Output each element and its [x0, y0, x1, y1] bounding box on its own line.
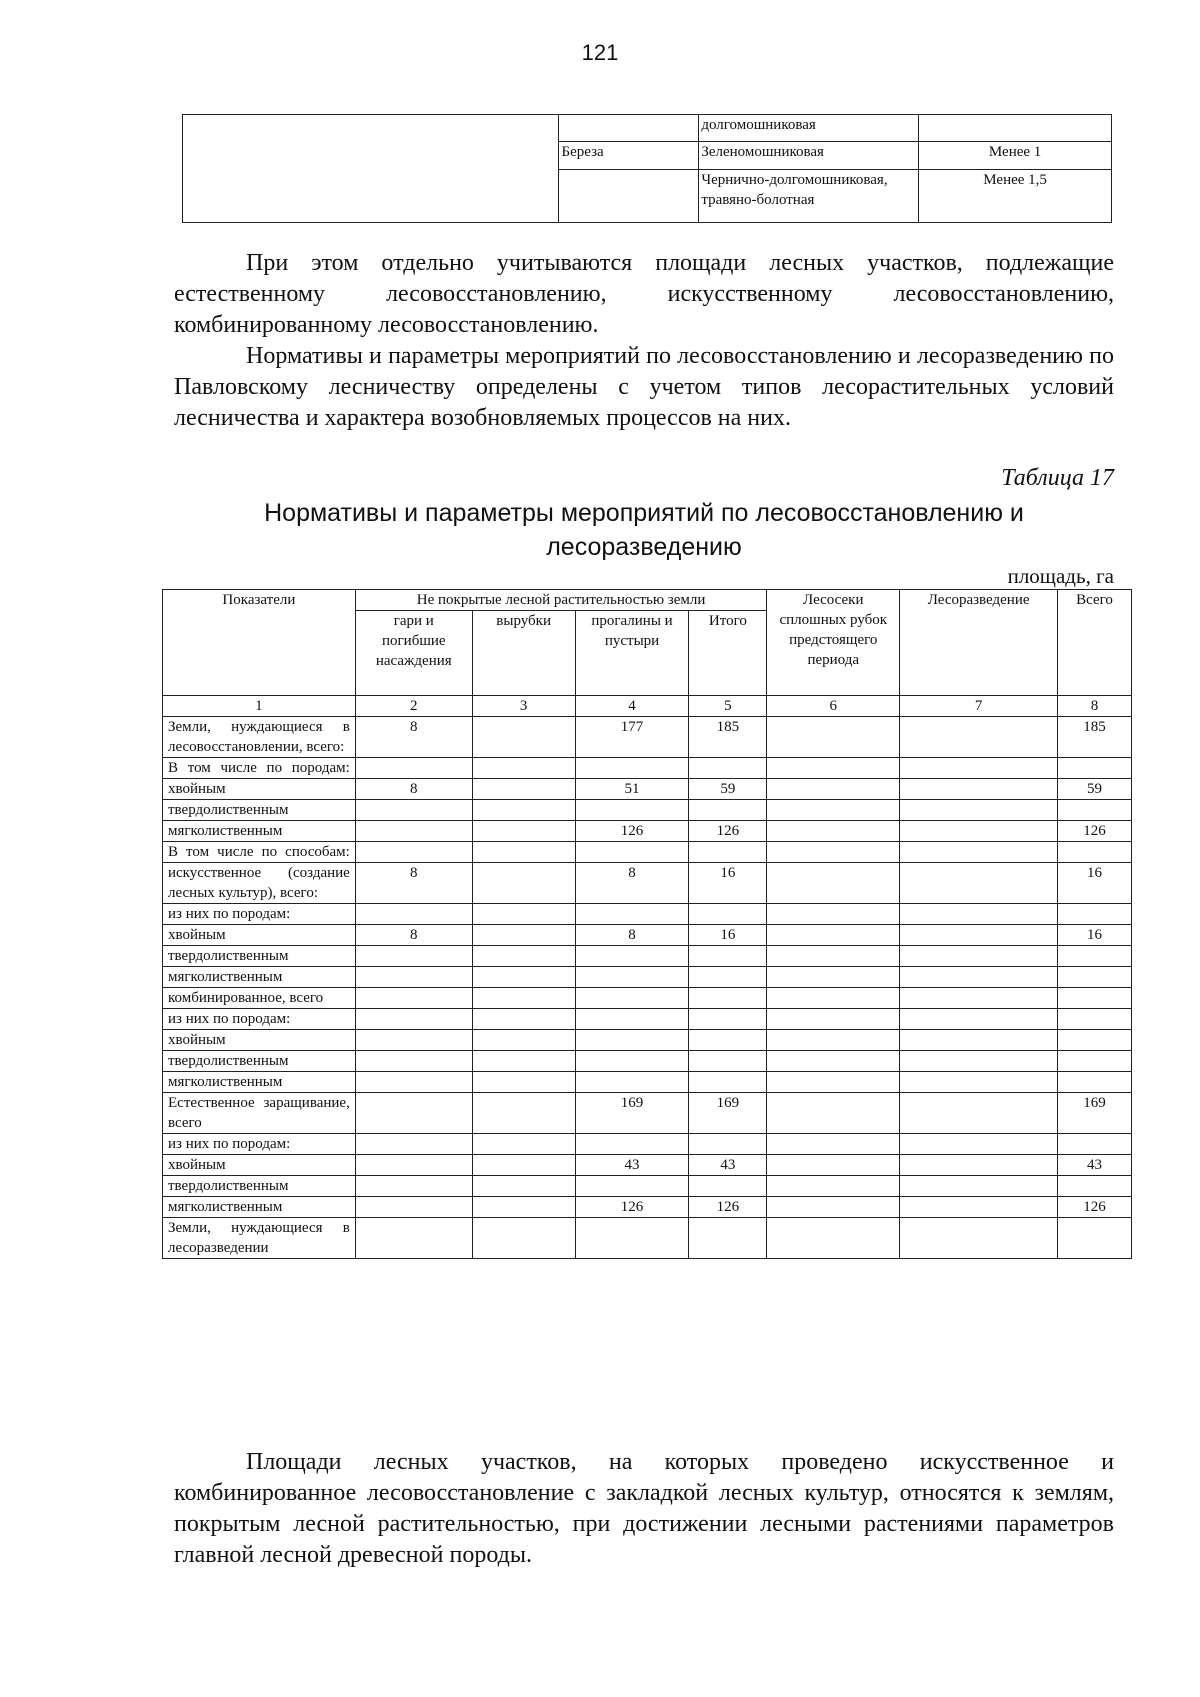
- header-cuttings: вырубки: [472, 611, 575, 696]
- table-cell: [689, 946, 767, 967]
- table-cell: [900, 821, 1058, 842]
- header-total: Всего: [1058, 590, 1132, 696]
- table-label: Таблица 17: [1001, 465, 1114, 491]
- table-row: [163, 904, 1132, 925]
- table-cell: [919, 115, 1112, 142]
- table-cell: [559, 115, 699, 142]
- table-cell: [575, 946, 689, 967]
- table-cell: [1058, 946, 1132, 967]
- header-burns: гари и погибшие насаждения: [355, 611, 472, 696]
- table-cell: [355, 842, 472, 863]
- table-header-row: [163, 590, 1132, 611]
- table-cell: [767, 1176, 900, 1197]
- row-label: твердолиственным: [163, 1051, 356, 1072]
- table-cell: [767, 717, 900, 758]
- page-number: 121: [581, 40, 619, 65]
- table-cell: [1058, 1176, 1132, 1197]
- table-cell: [767, 863, 900, 904]
- table-cell: [900, 800, 1058, 821]
- column-number: 2: [355, 696, 472, 717]
- table-cell: [472, 1009, 575, 1030]
- table-cell: [355, 1176, 472, 1197]
- table-row: [163, 1009, 1132, 1030]
- table-cell: [767, 800, 900, 821]
- table-cell: [575, 904, 689, 925]
- table-row: [163, 988, 1132, 1009]
- table-cell: [900, 1030, 1058, 1051]
- table-cell: [767, 946, 900, 967]
- table-cell: [767, 1093, 900, 1134]
- table-cell: 169: [689, 1093, 767, 1134]
- table-cell: [900, 904, 1058, 925]
- table-cell: 8: [355, 925, 472, 946]
- row-label: комбинированное, всего: [163, 988, 356, 1009]
- table-cell: [1058, 842, 1132, 863]
- table-cell: [1058, 967, 1132, 988]
- table-cell: [689, 967, 767, 988]
- table-cell: [355, 1134, 472, 1155]
- table-cell: [900, 1218, 1058, 1259]
- header-subtotal: Итого: [689, 611, 767, 696]
- row-label: твердолиственным: [163, 946, 356, 967]
- table-cell: [472, 904, 575, 925]
- table-cell: [472, 779, 575, 800]
- table-cell: [1058, 1218, 1132, 1259]
- table-cell: [472, 821, 575, 842]
- table-cell: 126: [575, 1197, 689, 1218]
- table-cell: [767, 925, 900, 946]
- table-cell: 8: [355, 863, 472, 904]
- table-cell: 59: [1058, 779, 1132, 800]
- paragraph-3: [174, 1447, 1114, 1571]
- table-cell: [689, 842, 767, 863]
- table-cell: [767, 904, 900, 925]
- table-cell: [472, 1030, 575, 1051]
- table-cell: 8: [355, 779, 472, 800]
- table-cell: [472, 1176, 575, 1197]
- table-cell: [767, 1218, 900, 1259]
- row-label: мягколиственным: [163, 1072, 356, 1093]
- table-cell: [472, 1197, 575, 1218]
- table-row: [163, 717, 1132, 758]
- table-cell: 59: [689, 779, 767, 800]
- row-label: мягколиственным: [163, 967, 356, 988]
- table-cell: 8: [575, 925, 689, 946]
- table-cell: 8: [575, 863, 689, 904]
- table-cell: 16: [1058, 863, 1132, 904]
- table-cell: 126: [575, 821, 689, 842]
- table-cell: 43: [575, 1155, 689, 1176]
- table-cell: [355, 1197, 472, 1218]
- table-cell: [767, 779, 900, 800]
- table-cell: [900, 925, 1058, 946]
- table-cell: [355, 758, 472, 779]
- table-row: [163, 1218, 1132, 1259]
- table-cell: [1058, 1134, 1132, 1155]
- table-cell: [575, 1072, 689, 1093]
- column-number: 8: [1058, 696, 1132, 717]
- table-cell: [689, 904, 767, 925]
- table-cell: [355, 1093, 472, 1134]
- table-row: [163, 863, 1132, 904]
- table-cell: [355, 1218, 472, 1259]
- table-row: [163, 1155, 1132, 1176]
- header-afforestation: Лесоразведение: [900, 590, 1058, 696]
- table-cell: [472, 758, 575, 779]
- table-cell: [355, 1051, 472, 1072]
- table-cell: 43: [1058, 1155, 1132, 1176]
- row-label: хвойным: [163, 779, 356, 800]
- table-cell: [355, 946, 472, 967]
- table-cell: 169: [1058, 1093, 1132, 1134]
- table-cell: [767, 967, 900, 988]
- table-cell: [900, 863, 1058, 904]
- table-cell: Менее 1: [919, 142, 1112, 169]
- table-row: [163, 779, 1132, 800]
- column-number: 7: [900, 696, 1058, 717]
- table-cell: 126: [689, 821, 767, 842]
- table-cell: [900, 1093, 1058, 1134]
- table-cell: [689, 1176, 767, 1197]
- table-cell: [472, 1134, 575, 1155]
- table-cell: 8: [355, 717, 472, 758]
- table-cell: [900, 1197, 1058, 1218]
- table-cell: [767, 1009, 900, 1030]
- table-cell: [472, 1093, 575, 1134]
- table-cell: [575, 988, 689, 1009]
- table-cell: [900, 988, 1058, 1009]
- column-number: 4: [575, 696, 689, 717]
- header-not-covered: Не покрытые лесной растительностью земли: [355, 590, 767, 611]
- table-cell: [767, 1134, 900, 1155]
- row-label: хвойным: [163, 1030, 356, 1051]
- table-cell: долгомошниковая: [699, 115, 919, 142]
- table-cell: [900, 1051, 1058, 1072]
- table-cell: [689, 1051, 767, 1072]
- table-row: [163, 925, 1132, 946]
- table-cell: 185: [1058, 717, 1132, 758]
- table-cell: Чернично-долгомошниковая, травяно-болотная: [699, 169, 919, 222]
- table-cell: [472, 800, 575, 821]
- table-cell: [767, 1072, 900, 1093]
- table-cell: [355, 1155, 472, 1176]
- table-cell: [472, 1072, 575, 1093]
- standards-table: [162, 589, 1132, 1259]
- table-row: [163, 1093, 1132, 1134]
- table-cell: [575, 1051, 689, 1072]
- table-cell: [767, 1030, 900, 1051]
- table-cell: [689, 758, 767, 779]
- table-cell: [559, 169, 699, 222]
- table-cell: [1058, 1009, 1132, 1030]
- table-cell: [689, 1072, 767, 1093]
- row-label: мягколиственным: [163, 1197, 356, 1218]
- table-row: [163, 946, 1132, 967]
- table-cell: [900, 1009, 1058, 1030]
- table-row: [163, 842, 1132, 863]
- table-cell: [472, 1155, 575, 1176]
- table-cell: Береза: [559, 142, 699, 169]
- table-cell: [767, 1051, 900, 1072]
- column-number-row: [163, 696, 1132, 717]
- table-row: [163, 967, 1132, 988]
- table-cell: Зеленомошниковая: [699, 142, 919, 169]
- table-cell: [900, 946, 1058, 967]
- paragraph-text: При этом отдельно учитываются площади лесных участков, подлежащие естественному лесовосстановлению, искусственному лесовосстановлению, комбинированному лесовосстановлению.: [174, 250, 1114, 338]
- table-cell: [767, 821, 900, 842]
- table-row: [163, 821, 1132, 842]
- table-cell: 51: [575, 779, 689, 800]
- header-glades: прогалины и пустыри: [575, 611, 689, 696]
- table-cell: [900, 967, 1058, 988]
- table-title: Нормативы и параметры мероприятий по лесовосстановлению и лесоразведению: [264, 499, 1024, 561]
- header-indicators: Показатели: [163, 590, 356, 696]
- row-label: твердолиственным: [163, 1176, 356, 1197]
- table-cell: [355, 800, 472, 821]
- table-cell: [355, 1030, 472, 1051]
- table-cell: 177: [575, 717, 689, 758]
- table-cell: [689, 1218, 767, 1259]
- row-label: твердолиственным: [163, 800, 356, 821]
- table-cell: [767, 758, 900, 779]
- row-label: Земли, нуждающиеся в лесовосстановлении, всего:: [163, 717, 356, 758]
- table-cell: [472, 863, 575, 904]
- table-cell: [472, 1218, 575, 1259]
- table-cell: [355, 1072, 472, 1093]
- table-cell: [900, 842, 1058, 863]
- table-cell: [1058, 904, 1132, 925]
- row-label: Естественное заращивание, всего: [163, 1093, 356, 1134]
- table-cell: 185: [689, 717, 767, 758]
- row-label: из них по породам:: [163, 1009, 356, 1030]
- table-cell: [767, 988, 900, 1009]
- paragraph-1: [174, 248, 1114, 341]
- table-cell: [355, 1009, 472, 1030]
- table-cell: 126: [1058, 821, 1132, 842]
- table-cell: [900, 779, 1058, 800]
- table-cell: [575, 842, 689, 863]
- header-felling-areas: Лесосеки сплошных рубок предстоящего периода: [767, 590, 900, 696]
- row-label: хвойным: [163, 925, 356, 946]
- table-cell: [575, 1176, 689, 1197]
- table-cell: [1058, 1051, 1132, 1072]
- table-cell: 16: [689, 863, 767, 904]
- row-label: В том числе по породам:: [163, 758, 356, 779]
- table-cell: [900, 717, 1058, 758]
- table-row: [163, 800, 1132, 821]
- table-cell: [689, 800, 767, 821]
- table-cell: [472, 988, 575, 1009]
- table-cell: [1058, 988, 1132, 1009]
- table-cell: [472, 1051, 575, 1072]
- table-cell: [1058, 1030, 1132, 1051]
- table-row: [163, 758, 1132, 779]
- table-cell: [183, 115, 559, 223]
- table-cell: [1058, 758, 1132, 779]
- table-cell: [900, 758, 1058, 779]
- column-number: 6: [767, 696, 900, 717]
- table-row: [163, 1134, 1132, 1155]
- row-label: искусственное (создание лесных культур), всего:: [163, 863, 356, 904]
- table-cell: [575, 800, 689, 821]
- table-row: [163, 1030, 1132, 1051]
- paragraph-text: Нормативы и параметры мероприятий по лесовосстановлению и лесоразведению по Павловскому лесничеству определены с учетом типов лесорастительных условий лесничества и характера возобновляемых процессов на них.: [174, 343, 1114, 431]
- row-label: из них по породам:: [163, 1134, 356, 1155]
- table-cell: [767, 1197, 900, 1218]
- table-cell: 126: [689, 1197, 767, 1218]
- table-cell: [767, 842, 900, 863]
- table-cell: [355, 904, 472, 925]
- table-cell: [900, 1155, 1058, 1176]
- table-cell: [575, 967, 689, 988]
- table-cell: [689, 1134, 767, 1155]
- column-number: 1: [163, 696, 356, 717]
- row-label: мягколиственным: [163, 821, 356, 842]
- row-label: В том числе по способам:: [163, 842, 356, 863]
- table-cell: [689, 1030, 767, 1051]
- column-number: 3: [472, 696, 575, 717]
- table-cell: [900, 1072, 1058, 1093]
- row-label: хвойным: [163, 1155, 356, 1176]
- table-cell: 169: [575, 1093, 689, 1134]
- table-row: [183, 115, 1112, 142]
- table-cell: [472, 946, 575, 967]
- row-label: Земли, нуждающиеся в лесоразведении: [163, 1218, 356, 1259]
- row-label: из них по породам:: [163, 904, 356, 925]
- table-cell: 16: [1058, 925, 1132, 946]
- paragraph-text: Площади лесных участков, на которых проведено искусственное и комбинированное лесовосстановление с закладкой лесных культур, относятся к землям, покрытым лесной растительностью, при достижении лесными растениями параметров главной лесной древесной породы.: [174, 1449, 1114, 1568]
- table-cell: 126: [1058, 1197, 1132, 1218]
- table-cell: [472, 842, 575, 863]
- table-row: [163, 1072, 1132, 1093]
- table-cell: [575, 1009, 689, 1030]
- table-cell: [689, 988, 767, 1009]
- table-cell: [1058, 1072, 1132, 1093]
- table-cell: [472, 967, 575, 988]
- table-cell: [575, 1218, 689, 1259]
- table-cell: Менее 1,5: [919, 169, 1112, 222]
- table-cell: [575, 1134, 689, 1155]
- table-cell: [767, 1155, 900, 1176]
- table-cell: 16: [689, 925, 767, 946]
- table-cell: [355, 821, 472, 842]
- paragraph-2: [174, 341, 1114, 434]
- column-number: 5: [689, 696, 767, 717]
- table-cell: [1058, 800, 1132, 821]
- units-label: площадь, га: [1007, 564, 1114, 588]
- table-cell: [900, 1176, 1058, 1197]
- continued-table: [182, 114, 1112, 223]
- table-row: [163, 1197, 1132, 1218]
- table-cell: [472, 925, 575, 946]
- table-cell: [355, 967, 472, 988]
- table-cell: [575, 758, 689, 779]
- table-cell: [900, 1134, 1058, 1155]
- table-row: [163, 1051, 1132, 1072]
- table-cell: [689, 1009, 767, 1030]
- table-row: [163, 1176, 1132, 1197]
- table-cell: [355, 988, 472, 1009]
- table-cell: [575, 1030, 689, 1051]
- table-cell: [472, 717, 575, 758]
- table-cell: 43: [689, 1155, 767, 1176]
